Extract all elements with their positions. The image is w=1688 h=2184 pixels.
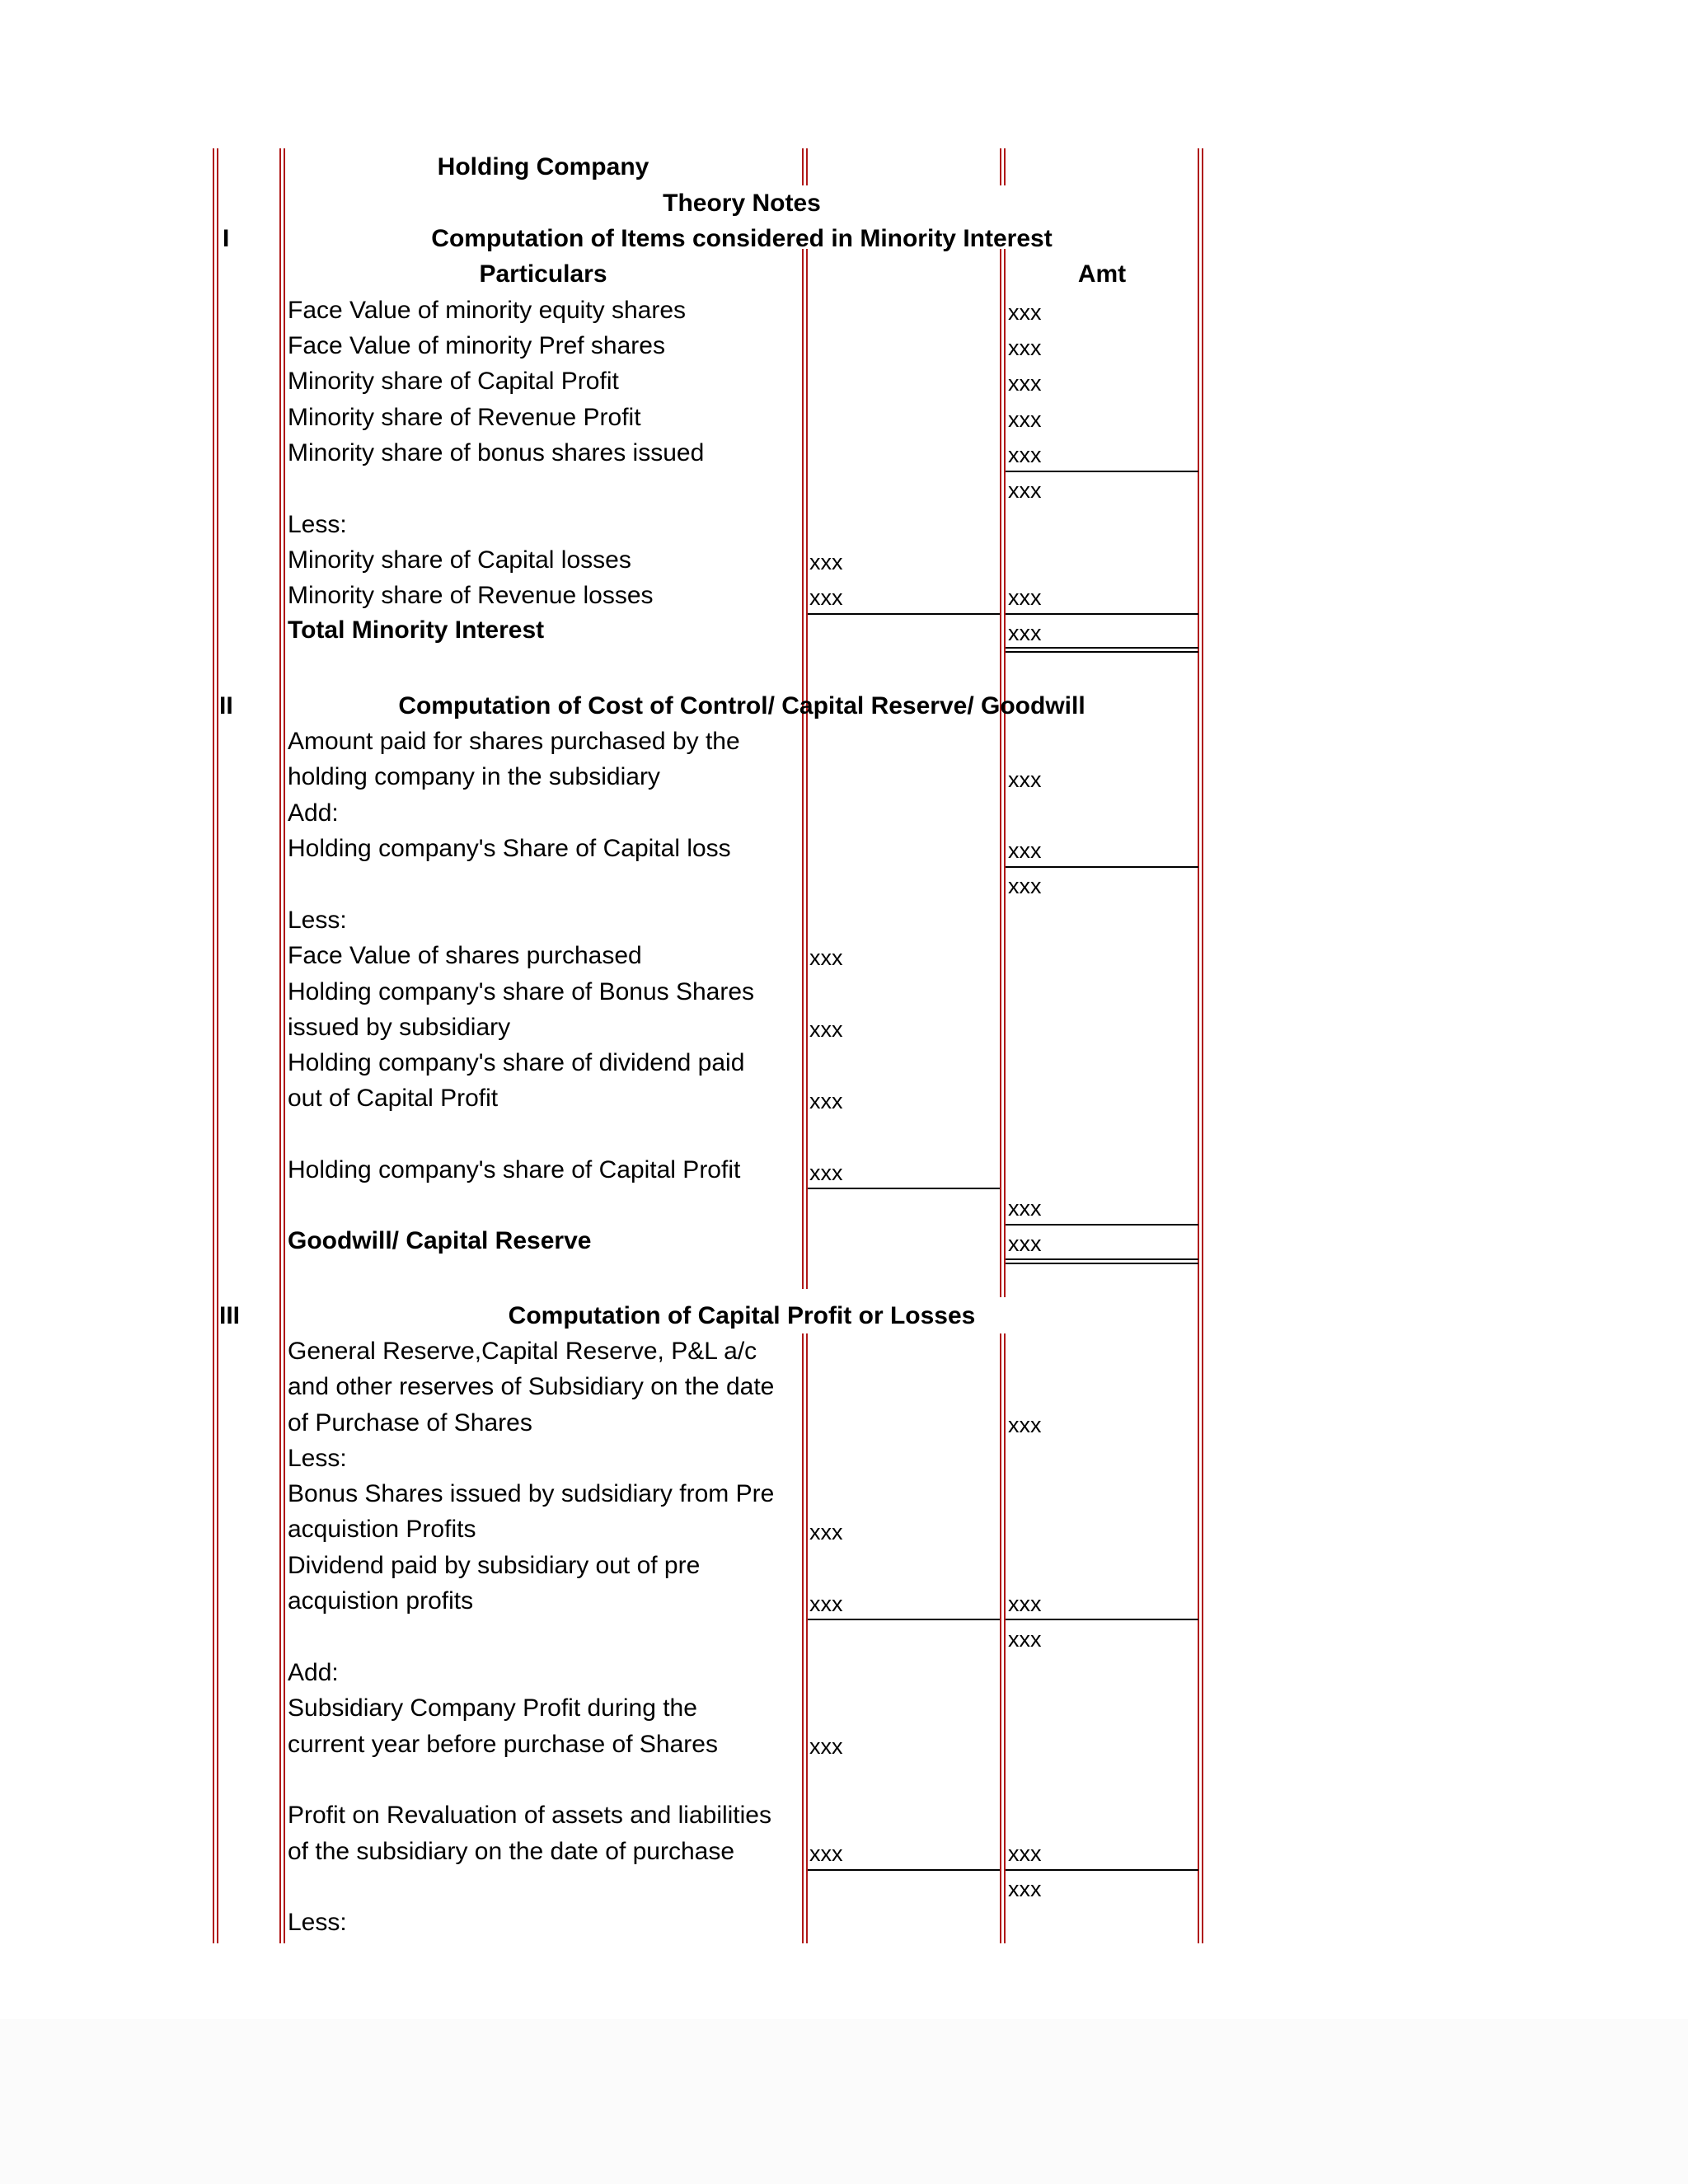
column-header-amt: Amt xyxy=(1077,260,1127,288)
border-line-amt xyxy=(1000,148,1006,185)
underline xyxy=(808,1619,1000,1620)
underline xyxy=(1006,613,1198,615)
double-underline xyxy=(1006,1258,1198,1264)
less-label: Less: xyxy=(288,1445,347,1472)
amt-value: xxx xyxy=(1008,335,1042,360)
row-label: of the subsidiary on the date of purchase xyxy=(288,1838,735,1865)
row-label: Minority share of Capital losses xyxy=(288,546,631,574)
amt-subtotal: xxx xyxy=(1008,478,1042,503)
amt-total: xxx xyxy=(1008,1231,1042,1256)
row-label: Face Value of minority Pref shares xyxy=(288,332,665,359)
row-label: issued by subsidiary xyxy=(288,1014,511,1041)
row-label: acquistion Profits xyxy=(288,1516,476,1543)
section-title: Computation of Items considered in Minority Interest xyxy=(431,225,1053,252)
company-title: Holding Company xyxy=(437,153,649,180)
underline xyxy=(1006,866,1198,868)
add-label: Add: xyxy=(288,1659,339,1686)
amt-subtotal: xxx xyxy=(1008,1627,1042,1652)
mid-value: xxx xyxy=(809,1520,843,1544)
row-label: Amount paid for shares purchased by the xyxy=(288,728,740,755)
mid-value: xxx xyxy=(809,1089,843,1113)
mid-value: xxx xyxy=(809,1591,843,1616)
amt-value: xxx xyxy=(1008,838,1042,863)
less-label: Less: xyxy=(288,511,347,538)
section-number: III xyxy=(219,1302,241,1329)
amt-value: xxx xyxy=(1008,443,1042,467)
page-bottom-area xyxy=(0,2019,1688,2184)
total-label: Total Minority Interest xyxy=(288,616,545,644)
row-label: acquistion profits xyxy=(288,1587,474,1615)
row-label: Face Value of shares purchased xyxy=(288,942,642,969)
page-subtitle: Theory Notes xyxy=(663,190,821,217)
row-label: Holding company's share of Capital Profit xyxy=(288,1156,741,1183)
double-underline xyxy=(1006,647,1198,653)
amt-value: xxx xyxy=(1008,585,1042,610)
section-number: I xyxy=(223,225,230,252)
border-line-mid xyxy=(802,1333,808,1943)
row-label: and other reserves of Subsidiary on the date xyxy=(288,1373,775,1400)
row-label: holding company in the subsidiary xyxy=(288,763,660,790)
amt-value: xxx xyxy=(1008,1841,1042,1866)
border-line-numbers xyxy=(279,148,285,1943)
amt-value: xxx xyxy=(1008,1196,1042,1221)
amt-value: xxx xyxy=(1008,407,1042,432)
total-label: Goodwill/ Capital Reserve xyxy=(288,1227,592,1254)
row-label: Minority share of Revenue losses xyxy=(288,582,654,609)
amt-value: xxx xyxy=(1008,371,1042,396)
border-line-left xyxy=(213,148,218,1943)
row-label: Dividend paid by subsidiary out of pre xyxy=(288,1552,701,1579)
row-label: of Purchase of Shares xyxy=(288,1409,532,1436)
section-title: Computation of Cost of Control/ Capital Reserve/ Goodwill xyxy=(398,692,1085,719)
underline xyxy=(1006,471,1198,472)
row-label: Minority share of Capital Profit xyxy=(288,368,619,395)
row-label: Minority share of bonus shares issued xyxy=(288,439,705,466)
section-number: II xyxy=(219,692,233,719)
amt-value: xxx xyxy=(1008,767,1042,792)
mid-value: xxx xyxy=(809,550,843,574)
row-label: Bonus Shares issued by sudsidiary from Pre xyxy=(288,1480,775,1507)
row-label: Profit on Revaluation of assets and liabilities xyxy=(288,1802,771,1829)
section-title: Computation of Capital Profit or Losses xyxy=(508,1302,976,1329)
amt-value: xxx xyxy=(1008,1413,1042,1437)
mid-value: xxx xyxy=(809,1160,843,1185)
mid-value: xxx xyxy=(809,585,843,610)
less-label: Less: xyxy=(288,907,347,934)
border-line-mid xyxy=(802,148,808,185)
row-label: Holding company's Share of Capital loss xyxy=(288,835,731,862)
underline xyxy=(1006,1869,1198,1871)
amt-value: xxx xyxy=(1008,1591,1042,1616)
row-label: Minority share of Revenue Profit xyxy=(288,404,641,431)
mid-value: xxx xyxy=(809,945,843,970)
border-line-mid xyxy=(802,249,808,1289)
row-label: current year before purchase of Shares xyxy=(288,1731,718,1758)
mid-value: xxx xyxy=(809,1734,843,1759)
underline xyxy=(808,1869,1000,1871)
border-line-right xyxy=(1198,148,1203,1943)
amt-subtotal: xxx xyxy=(1008,1877,1042,1901)
less-label: Less: xyxy=(288,1909,347,1936)
amt-subtotal: xxx xyxy=(1008,874,1042,898)
row-label: General Reserve,Capital Reserve, P&L a/c xyxy=(288,1338,757,1365)
underline xyxy=(1006,1224,1198,1226)
underline xyxy=(808,613,1000,615)
underline xyxy=(1006,1619,1198,1620)
amt-total: xxx xyxy=(1008,621,1042,645)
add-label: Add: xyxy=(288,799,339,827)
mid-value: xxx xyxy=(809,1017,843,1042)
underline xyxy=(808,1188,1000,1189)
row-label: Face Value of minority equity shares xyxy=(288,297,687,324)
border-line-amt xyxy=(1000,1333,1006,1943)
row-label: Holding company's share of dividend paid xyxy=(288,1049,745,1076)
column-header-particulars: Particulars xyxy=(479,260,607,288)
amt-value: xxx xyxy=(1008,300,1042,325)
border-line-amt xyxy=(1000,249,1006,1297)
row-label: out of Capital Profit xyxy=(288,1085,499,1112)
row-label: Holding company's share of Bonus Shares xyxy=(288,978,755,1005)
row-label: Subsidiary Company Profit during the xyxy=(288,1694,697,1722)
mid-value: xxx xyxy=(809,1841,843,1866)
